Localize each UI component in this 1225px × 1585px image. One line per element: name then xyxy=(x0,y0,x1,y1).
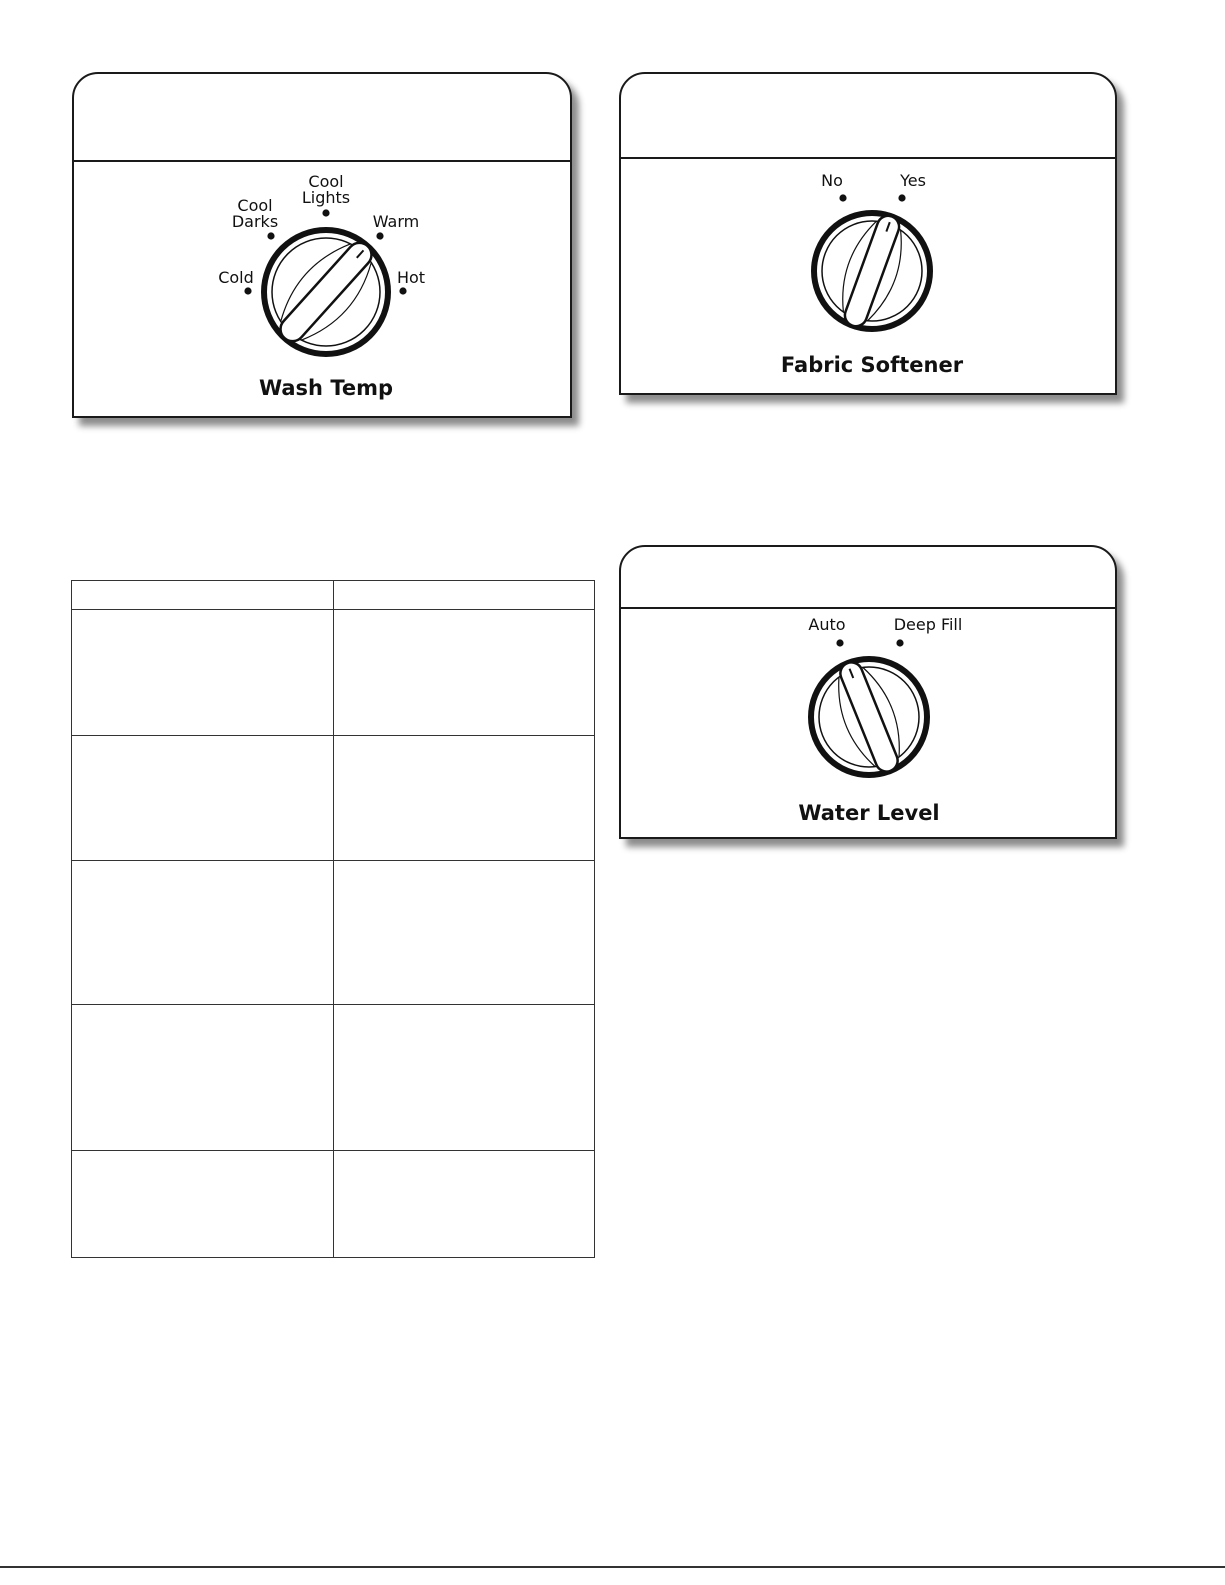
water-level-dial-graphic xyxy=(621,547,1115,837)
table-header-row xyxy=(72,581,595,610)
warm-indicator-dot xyxy=(376,232,383,239)
cool-darks-label-line2: Darks xyxy=(231,212,279,231)
fabric-softener-panel xyxy=(619,72,1117,395)
water-level-panel xyxy=(619,545,1117,839)
table-row xyxy=(72,1005,595,1151)
wash-temp-panel xyxy=(72,72,572,418)
deep-fill-label: Deep Fill xyxy=(893,615,963,634)
cool-lights-indicator-dot xyxy=(322,209,329,216)
table-row xyxy=(72,1151,595,1258)
table-row xyxy=(72,610,595,736)
deep-fill-indicator-dot xyxy=(896,639,903,646)
table-cell xyxy=(72,610,334,736)
water-level-knob[interactable] xyxy=(811,654,927,780)
cold-label: Cold xyxy=(218,268,254,287)
table-header-cell xyxy=(72,581,334,610)
water-level-title: Water Level xyxy=(798,801,940,825)
wash-temp-knob[interactable] xyxy=(264,228,388,356)
fabric-softener-knob[interactable] xyxy=(814,208,930,334)
table-cell xyxy=(72,1005,334,1151)
table-cell xyxy=(334,1151,595,1258)
yes-indicator-dot xyxy=(898,194,905,201)
no-label: No xyxy=(821,171,843,190)
fabric-softener-title: Fabric Softener xyxy=(780,353,964,377)
table-cell xyxy=(334,736,595,861)
hot-label: Hot xyxy=(396,268,426,287)
table-cell xyxy=(334,1005,595,1151)
table-row xyxy=(72,861,595,1005)
table-row xyxy=(72,736,595,861)
yes-label: Yes xyxy=(900,171,926,190)
page-bottom-rule xyxy=(0,1566,1225,1568)
table-cell xyxy=(72,1151,334,1258)
hot-indicator-dot xyxy=(399,287,406,294)
table-header-cell xyxy=(334,581,595,610)
table-cell xyxy=(334,861,595,1005)
no-indicator-dot xyxy=(839,194,846,201)
cool-lights-label-line1: Cool xyxy=(308,172,344,191)
cold-indicator-dot xyxy=(244,287,251,294)
warm-label: Warm xyxy=(372,212,420,231)
cool-darks-label-line1: Cool xyxy=(237,196,273,215)
auto-label: Auto xyxy=(808,615,846,634)
table-cell xyxy=(72,861,334,1005)
settings-table xyxy=(71,580,595,1258)
wash-temp-dial-graphic xyxy=(74,74,570,416)
fabric-softener-dial-graphic xyxy=(621,74,1115,393)
cool-lights-label-line2: Lights xyxy=(301,188,351,207)
table-cell xyxy=(334,610,595,736)
wash-temp-title: Wash Temp xyxy=(258,376,394,400)
table-cell xyxy=(72,736,334,861)
cool-darks-indicator-dot xyxy=(267,232,274,239)
auto-indicator-dot xyxy=(836,639,843,646)
